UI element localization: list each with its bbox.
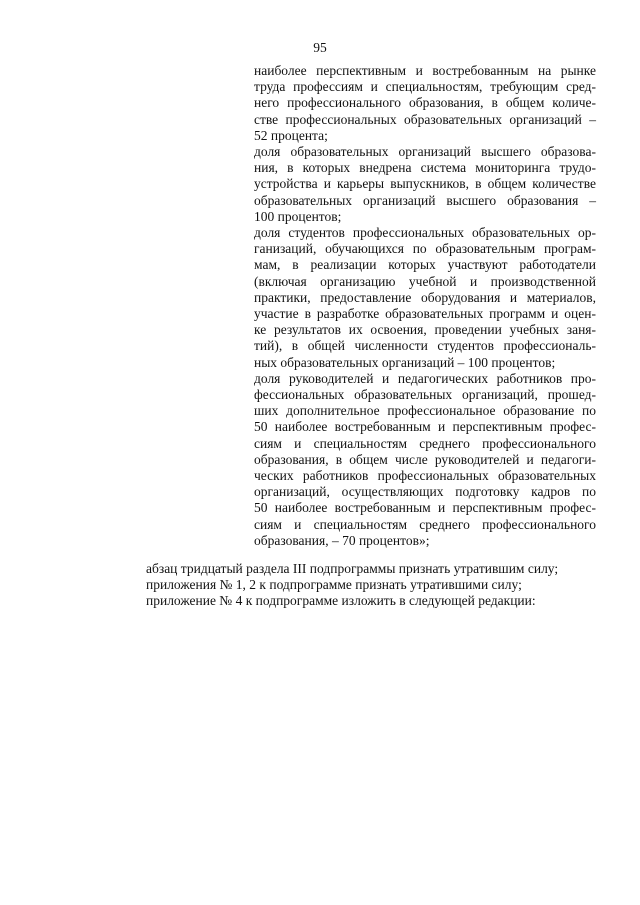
text-line: образования, – 70 процентов»; — [254, 532, 430, 548]
text-line: доля студентов профессиональных образовательных ор- — [254, 225, 596, 241]
text-line: доля руководителей и педагогических работников про- — [254, 370, 596, 386]
text-line: тий), в общей численности студентов профессиональ- — [254, 338, 596, 354]
text-line: участие в разработке образовательных программ и оцен- — [254, 306, 596, 322]
text-line: него профессионального образования, в общем количе- — [254, 95, 596, 111]
text-line: стве профессиональных образовательных организаций – — [254, 111, 596, 127]
text-line: (включая организацию учебной и производственной — [254, 273, 596, 289]
main-text-block — [146, 561, 596, 610]
text-line: доля образовательных организаций высшего образова- — [254, 144, 596, 160]
page-number: 95 — [313, 40, 327, 55]
text-line: ния, в которых внедрена система мониторинга трудо- — [254, 160, 596, 176]
text-line: ке результатов их освоения, проведении учебных заня- — [254, 322, 596, 338]
text-line: ших дополнительное профессиональное образование по — [254, 403, 596, 419]
text-line: 100 процентов; — [254, 208, 342, 224]
text-line: ганизаций, обучающихся по образовательным програм- — [254, 241, 596, 257]
indented-text-block — [254, 63, 596, 549]
text-line: сиям и специальностям среднего профессионального — [254, 516, 596, 532]
text-line: организаций, осуществляющих подготовку кадров по — [254, 484, 596, 500]
text-line: 52 процента; — [254, 127, 328, 143]
text-line: практики, предоставление оборудования и материалов, — [254, 289, 596, 305]
text-line: образования, в общем числе руководителей и педагоги- — [254, 451, 596, 467]
text-line: фессиональных образовательных организаций, прошед- — [254, 387, 596, 403]
text-line: 50 наиболее востребованным и перспективным профес- — [254, 500, 596, 516]
text-line: труда профессиям и специальностям, требующим сред- — [254, 79, 596, 95]
text-line: устройства и карьеры выпускников, в общем количестве — [254, 176, 596, 192]
paragraph-line: приложение № 4 к подпрограмме изложить в следующей редакции: — [146, 593, 536, 609]
text-line: наиболее перспективным и востребованным на рынке — [254, 63, 596, 78]
text-line: мам, в реализации которых участвуют работодатели — [254, 257, 596, 273]
text-line: ных образовательных организаций – 100 процентов; — [254, 354, 556, 370]
paragraph-line: приложения № 1, 2 к подпрограмме признать утратившими силу; — [146, 577, 522, 593]
text-line: сиям и специальностям среднего профессионального — [254, 435, 596, 451]
text-line: образовательных организаций высшего образования – — [254, 192, 596, 208]
text-line: 50 наиболее востребованным и перспективным профес- — [254, 419, 596, 435]
paragraph-line: абзац тридцатый раздела III подпрограммы признать утратившим силу; — [146, 561, 559, 576]
text-line: ческих работников профессиональных образовательных — [254, 468, 596, 484]
